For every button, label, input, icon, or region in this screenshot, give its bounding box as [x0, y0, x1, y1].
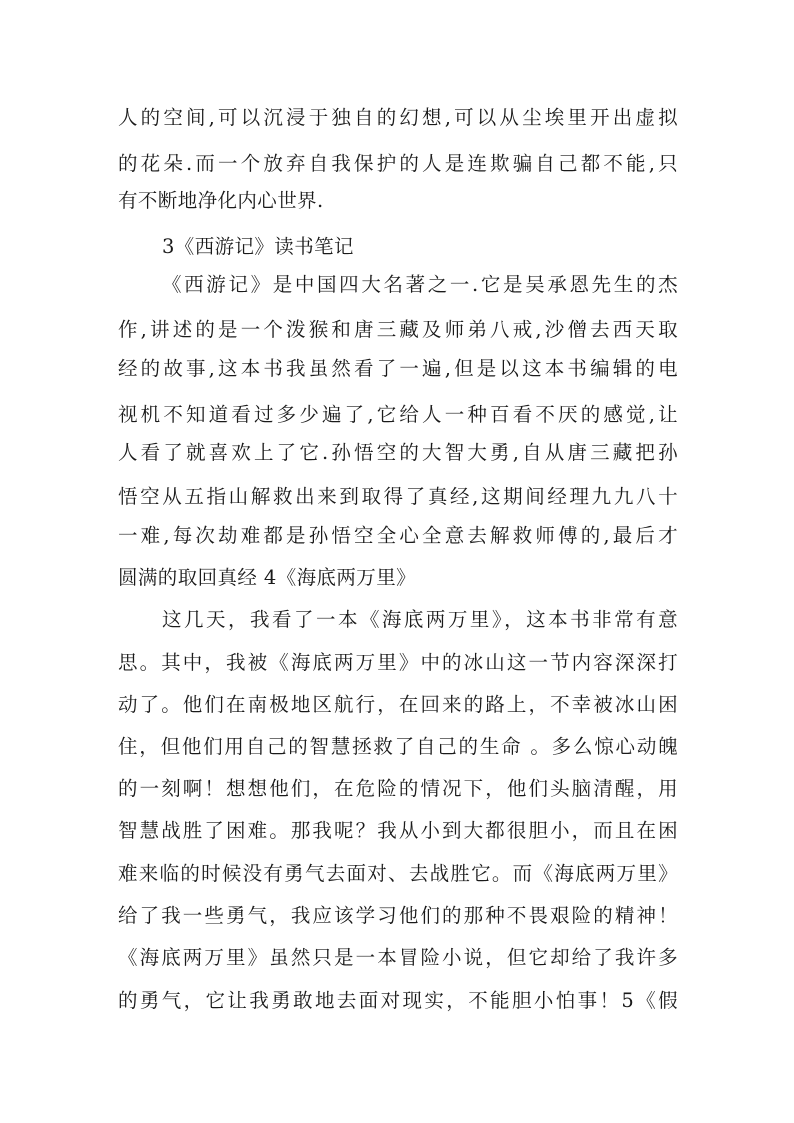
text-line-8: 视机不知道看过多少遍了,它给人一种百看不厌的感觉,让 — [118, 403, 678, 426]
text-line-19: 难来临的时候没有勇气去面对、去战胜它。而《海底两万里》 — [118, 862, 678, 885]
text-line-3: 有不断地净化内心世界. — [118, 189, 324, 212]
text-line-18: 智慧战胜了困难。那我呢？我从小到大都很胆小，而且在困 — [118, 819, 678, 842]
text-line-16: 住，但他们用自己的智慧拯救了自己的生命 。多么惊心动魄 — [118, 735, 678, 758]
text-line-10: 悟空从五指山解救出来到取得了真经,这期间经理九九八十 — [118, 485, 678, 508]
text-line-11: 一难,每次劫难都是孙悟空全心全意去解救师傅的,最后才 — [118, 524, 678, 547]
text-line-17: 的一刻啊！想想他们，在危险的情况下，他们头脑清醒，用 — [118, 777, 678, 800]
text-line-5: 《西游记》是中国四大名著之一.它是吴承恩先生的杰 — [162, 273, 678, 296]
text-line-13: 这几天，我看了一本《海底两万里》，这本书非常有意 — [162, 608, 678, 631]
text-line-1: 人的空间,可以沉浸于独自的幻想,可以从尘埃里开出虚拟 — [118, 106, 678, 129]
text-line-9: 人看了就喜欢上了它.孙悟空的大智大勇,自从唐三藏把孙 — [118, 441, 678, 464]
text-line-15: 动了。他们在南极地区航行，在回来的路上，不幸被冰山困 — [118, 693, 678, 716]
text-line-6: 作,讲述的是一个泼猴和唐三藏及师弟八戒,沙僧去西天取 — [118, 318, 678, 341]
text-line-14: 思。其中，我被《海底两万里》中的冰山这一节内容深深打 — [118, 651, 678, 674]
text-line-20: 给了我一些勇气，我应该学习他们的那种不畏艰险的精神！ — [118, 904, 678, 927]
text-line-12: 圆满的取回真经 4《海底两万里》 — [118, 566, 417, 589]
text-line-7: 经的故事,这本书我虽然看了一遍,但是以这本书编辑的电 — [118, 357, 678, 380]
text-line-2: 的花朵.而一个放弃自我保护的人是连欺骗自己都不能,只 — [118, 152, 678, 175]
text-line-21: 《海底两万里》虽然只是一本冒险小说，但它却给了我许多 — [118, 946, 678, 969]
section-heading-3: 3《西游记》读书笔记 — [162, 235, 354, 258]
text-line-22: 的勇气，它让我勇敢地去面对现实，不能胆小怕事！5《假 — [118, 989, 678, 1012]
